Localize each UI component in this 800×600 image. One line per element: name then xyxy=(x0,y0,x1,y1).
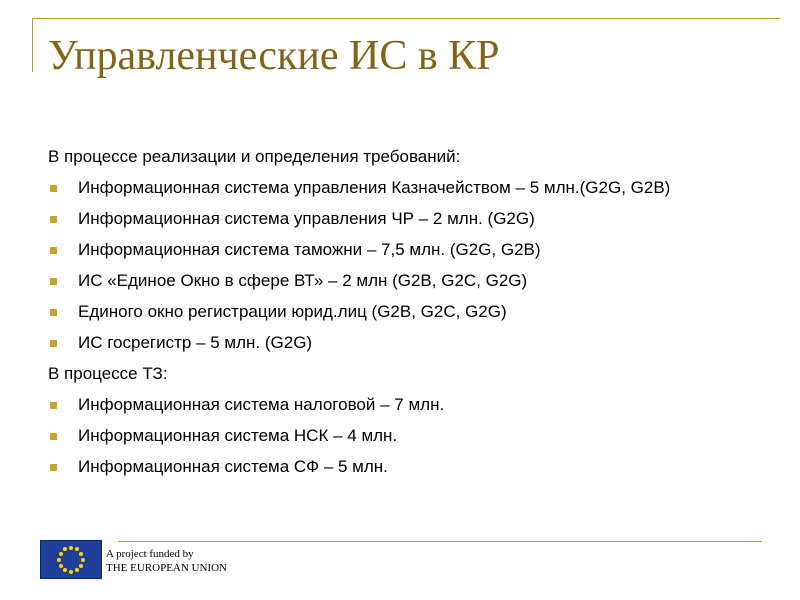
flag-star-icon xyxy=(59,564,63,568)
footer-line-2: THE EUROPEAN UNION xyxy=(106,562,227,574)
section-heading-tz: В процессе ТЗ: xyxy=(48,364,168,383)
footer-caption xyxy=(106,547,227,575)
bullet-icon xyxy=(50,464,57,471)
list-item-text: Информационная система управления ЧР – 2 млн. (G2G) xyxy=(78,209,535,228)
flag-star-icon xyxy=(57,558,61,562)
bullet-icon xyxy=(50,433,57,440)
list-item-text: ИС госрегистр – 5 млн. (G2G) xyxy=(78,333,313,352)
list-item-text: Информационная система управления Казначейством – 5 млн.(G2G, G2B) xyxy=(78,178,671,197)
flag-star-icon xyxy=(59,552,63,556)
list-item xyxy=(48,394,748,416)
slide-title: Управленческие ИС в КР xyxy=(48,33,500,79)
footer-line-1: A project funded by xyxy=(106,548,194,560)
bullet-icon xyxy=(50,402,57,409)
list-item xyxy=(48,270,748,292)
bullet-icon xyxy=(50,278,57,285)
list-item-text: ИС «Единое Окно в сфере ВТ» – 2 млн (G2B, G2C, G2G) xyxy=(78,271,528,290)
list-item-text: Информационная система налоговой – 7 млн. xyxy=(78,395,445,414)
flag-star-icon xyxy=(81,558,85,562)
bullet-icon xyxy=(50,185,57,192)
list-item-text: Информационная система СФ – 5 млн. xyxy=(78,457,388,476)
list-item xyxy=(48,456,748,478)
list-item xyxy=(48,301,748,323)
flag-star-icon xyxy=(79,552,83,556)
eu-flag-icon xyxy=(40,540,102,579)
flag-star-icon xyxy=(63,568,67,572)
list-item xyxy=(48,239,748,261)
list-item xyxy=(48,208,748,230)
flag-star-icon xyxy=(79,564,83,568)
flag-star-icon xyxy=(69,546,73,550)
flag-star-icon xyxy=(69,570,73,574)
list-item-text: Информационная система таможни – 7,5 млн. (G2G, G2B) xyxy=(78,240,541,259)
bullet-icon xyxy=(50,340,57,347)
list-item-text: Единого окно регистрации юрид.лиц (G2B, G2C, G2G) xyxy=(78,302,507,321)
bullet-icon xyxy=(50,247,57,254)
flag-star-icon xyxy=(75,547,79,551)
bullet-icon xyxy=(50,216,57,223)
left-divider xyxy=(32,18,33,72)
implementation-list xyxy=(48,177,748,354)
footer-divider xyxy=(118,541,762,542)
top-divider xyxy=(32,18,780,19)
flag-star-icon xyxy=(75,568,79,572)
list-item xyxy=(48,177,748,199)
slide-body xyxy=(48,146,748,487)
list-item xyxy=(48,425,748,447)
list-item xyxy=(48,332,748,354)
list-item-text: Информационная система НСК – 4 млн. xyxy=(78,426,398,445)
tz-list xyxy=(48,394,748,478)
section-heading-implementation: В процессе реализации и определения требований: xyxy=(48,147,461,166)
flag-star-icon xyxy=(63,547,67,551)
bullet-icon xyxy=(50,309,57,316)
